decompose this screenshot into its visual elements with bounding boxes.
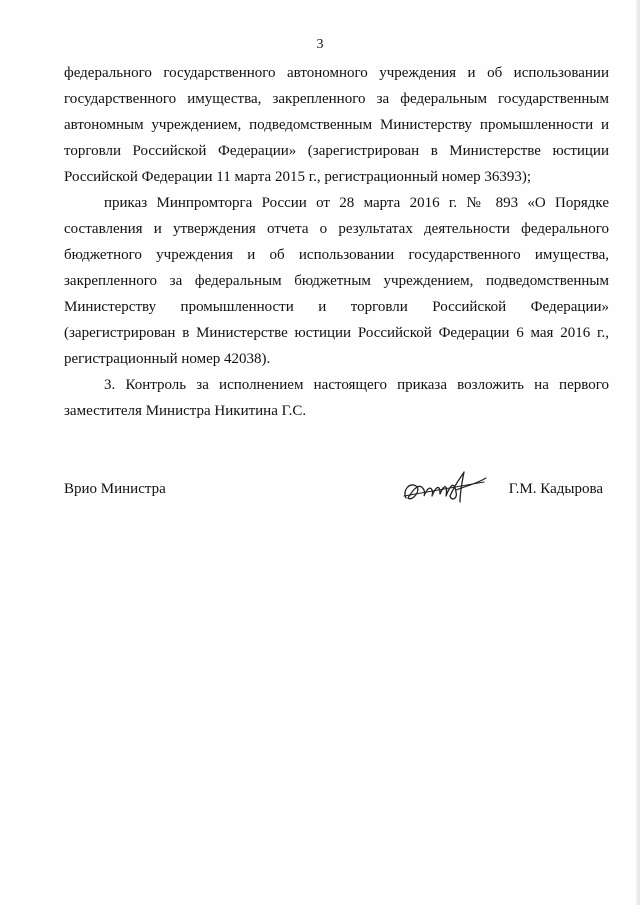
paragraph-continuation: федерального государственного автономного учреждения и об использовании государственного имущества, закрепленного за федеральным государственным автономным учреждением, подведомственным Министерству промышленности и торговли Российской Федерации» (зарегистрирован в Министерстве юстиции Российской Федерации 11 марта 2015 г., регистрационный номер 36393); (64, 65, 609, 185)
signatory-position: Врио Министра (64, 481, 166, 497)
page-edge-shadow (636, 0, 640, 905)
signatory-name: Г.М. Кадырова (508, 481, 603, 497)
signature-scribble (400, 468, 490, 508)
paragraph-control-clause: 3. Контроль за исполнением настоящего приказа возложить на первого заместителя Министра Никитина Г.С. (64, 377, 609, 419)
paragraph-order-893: приказ Минпромторга России от 28 марта 2016 г. № 893 «О Порядке составления и утверждения отчета о результатах деятельности федерального бюджетного учреждения и об использовании государственного имущества, закрепленного за федеральным бюджетным учреждением, подведомственным Министерству промышленности и торговли Российской Федерации» (зарегистрирован в Министерстве юстиции Российской Федерации 6 мая 2016 г., регистрационный номер 42038). (64, 195, 609, 367)
signature-block (64, 468, 609, 508)
page-number: 3 (316, 37, 324, 52)
handwritten-signature (400, 468, 490, 513)
document-body (64, 60, 609, 424)
